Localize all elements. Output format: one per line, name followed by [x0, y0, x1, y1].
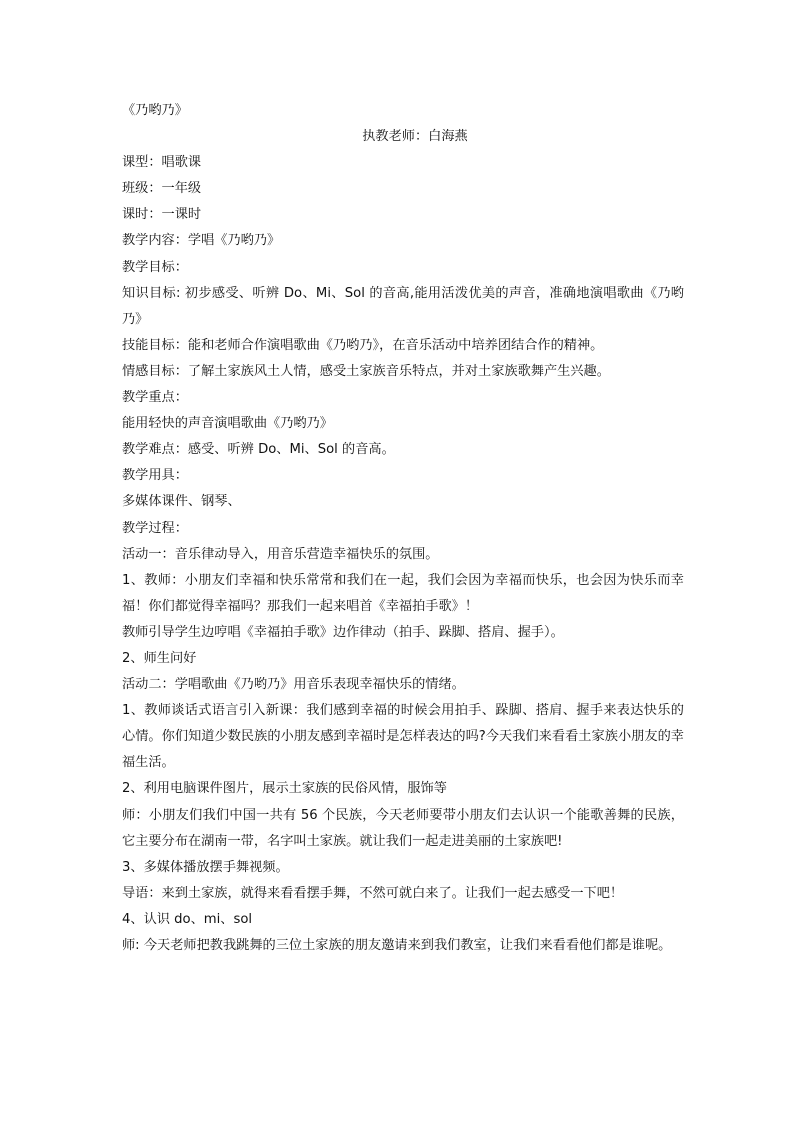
teacher-speech-2: 师: 今天老师把教我跳舞的三位土家族的朋友邀请来到我们教室，让我们来看看他们都是谁呢。: [122, 938, 672, 953]
activity-two: 活动二：学唱歌曲《乃哟乃》用音乐表现幸福快乐的情绪。: [122, 677, 465, 693]
activity-two-step-3: 3、多媒体播放摆手舞视频。: [122, 859, 289, 875]
activity-one-guide: 教师引导学生边哼唱《幸福拍手歌》边作律动（拍手、跺脚、搭肩、握手）。: [122, 624, 564, 640]
lesson-period: 课时：一课时: [122, 207, 202, 223]
document-body: [122, 98, 684, 959]
difficulty: 教学难点：感受、听辨 Do、Mi、Sol 的音高。: [122, 442, 395, 458]
class-grade: 班级：一年级: [122, 181, 202, 197]
intro-speech: 导语：来到土家族，就得来看看摆手舞，不然可就白来了。让我们一起去感受一下吧！: [122, 885, 624, 901]
process-heading: 教学过程：: [122, 520, 188, 536]
tools-heading: 教学用具：: [122, 468, 188, 484]
teacher-line: 执教老师：白海燕: [362, 129, 468, 145]
activity-one: 活动一：音乐律动导入，用音乐营造幸福快乐的氛围。: [122, 546, 439, 562]
teaching-goals-heading: 教学目标：: [122, 259, 188, 275]
activity-one-step-1: 1、教师：小朋友们幸福和快乐常常和我们在一起，我们会因为幸福而快乐，也会因为快乐而幸福！你们都觉得幸福吗？那我们一起来唱首《幸福拍手歌》！: [122, 572, 684, 614]
key-point: 能用轻快的声音演唱歌曲《乃哟乃》: [122, 416, 333, 432]
skill-goal: 技能目标：能和老师合作演唱歌曲《乃哟乃》，在音乐活动中培养团结合作的精神。: [122, 337, 604, 353]
activity-one-step-2: 2、师生问好: [122, 650, 197, 666]
key-points-heading: 教学重点：: [122, 390, 188, 406]
emotion-goal: 情感目标：了解土家族风土人情，感受土家族音乐特点，并对土家族歌舞产生兴趣。: [122, 363, 610, 379]
knowledge-goal: 知识目标: 初步感受、听辨 Do、Mi、Sol 的音高,能用活泼优美的声音，准确地演唱歌曲《乃哟乃》: [122, 285, 684, 327]
lesson-type: 课型：唱歌课: [122, 155, 202, 171]
activity-two-step-2: 2、利用电脑课件图片，展示土家族的民俗风情，服饰等: [122, 781, 447, 797]
teaching-content: 教学内容：学唱《乃哟乃》: [122, 233, 281, 249]
activity-two-step-1: 1、教师谈话式语言引入新课：我们感到幸福的时候会用拍手、跺脚、搭肩、握手来表达快乐的心情。你们知道少数民族的小朋友感到幸福时是怎样表达的吗?今天我们来看看土家族小朋友的幸福生活。: [122, 703, 684, 771]
activity-two-step-4: 4、认识 do、mi、sol: [122, 911, 253, 927]
teacher-speech-1: 师：小朋友们我们中国一共有 56 个民族，今天老师要带小朋友们去认识一个能歌善舞的民族，它主要分布在湖南一带，名字叫土家族。就让我们一起走进美丽的土家族吧!: [122, 807, 684, 849]
tools: 多媒体课件、钢琴、: [122, 494, 241, 510]
document-title: 《乃哟乃》: [122, 103, 188, 118]
